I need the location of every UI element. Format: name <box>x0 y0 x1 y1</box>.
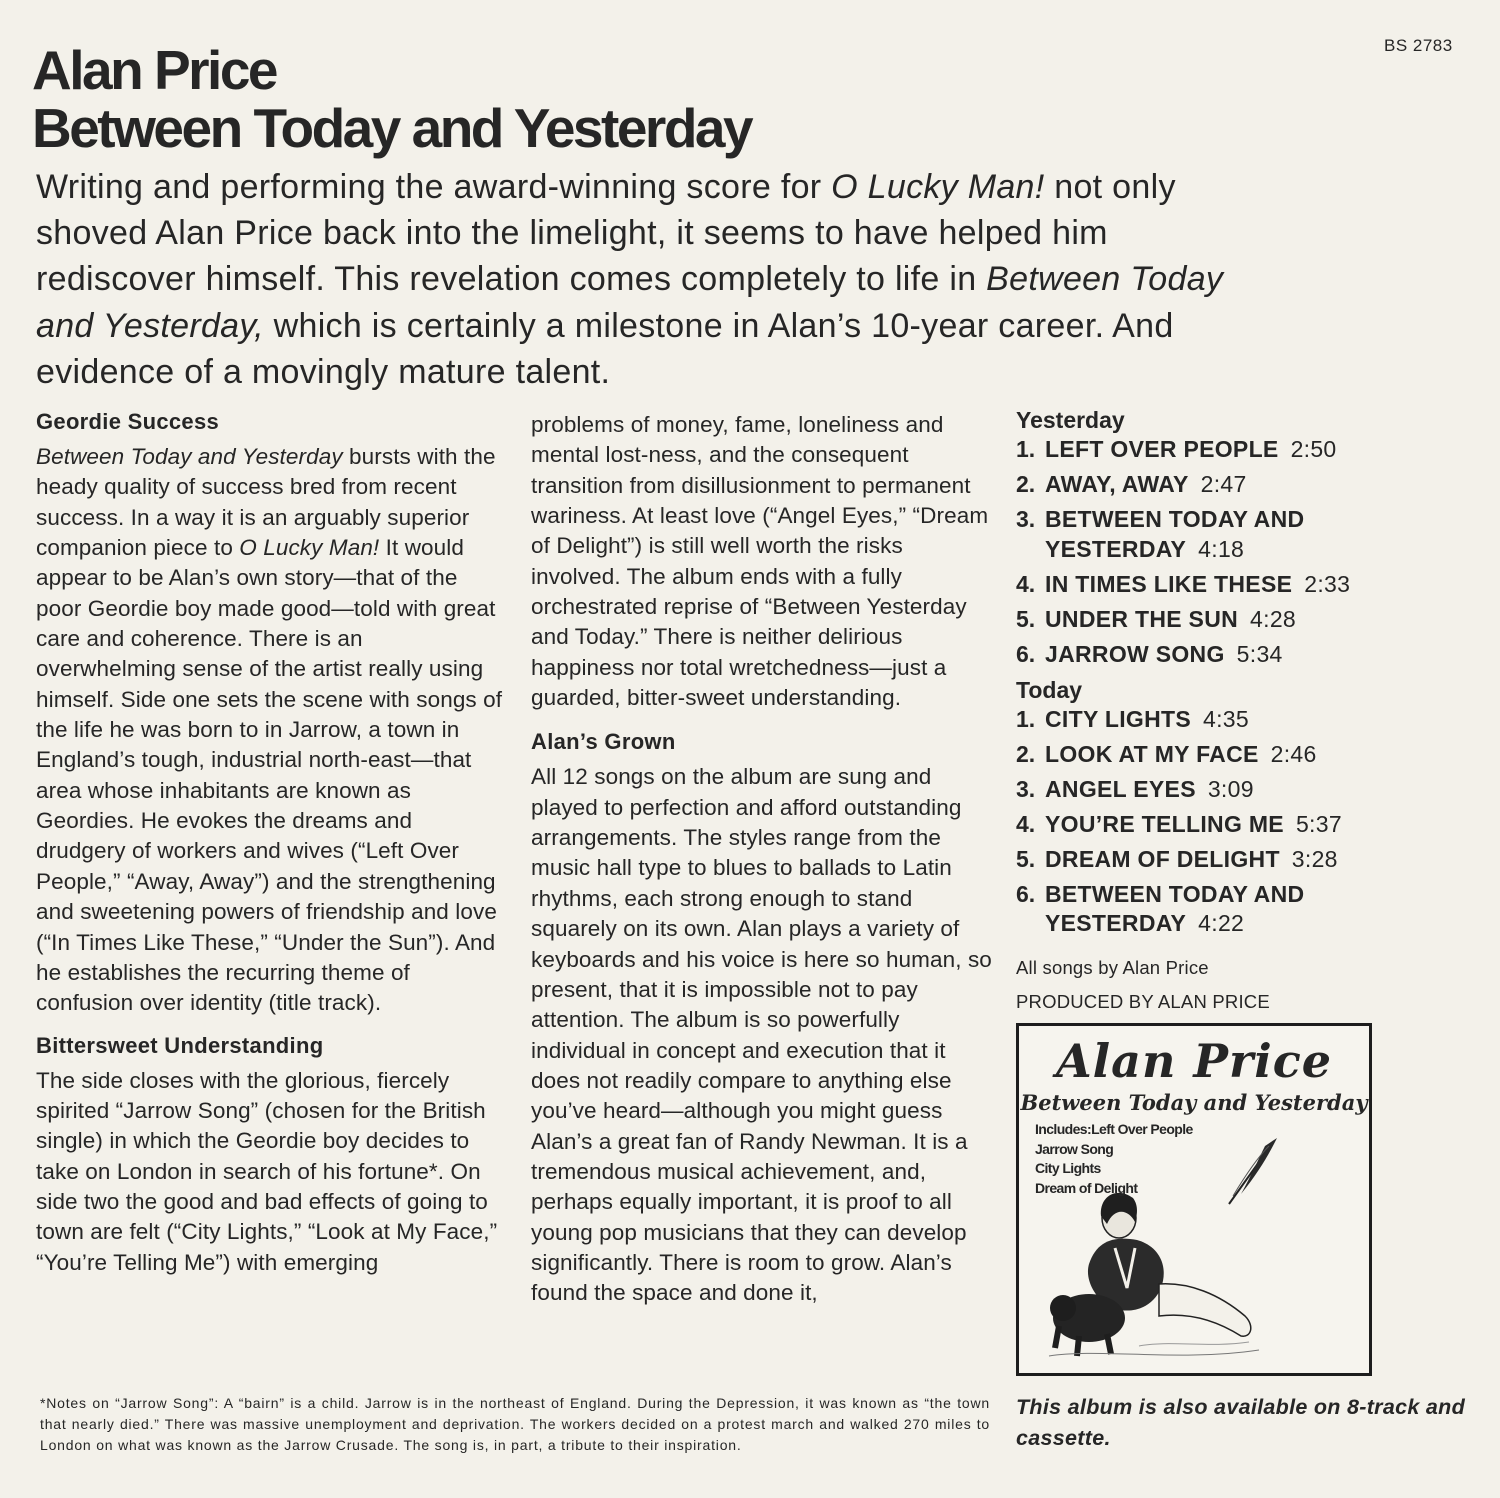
track-item <box>1016 470 1456 500</box>
liner-notes-column-1 <box>36 407 506 1278</box>
album-cover-thumbnail <box>1016 1023 1372 1376</box>
track-title: UNDER THE SUN <box>1045 605 1239 632</box>
track-title: LOOK AT MY FACE <box>1045 740 1259 767</box>
geordie-text-1: bursts with the heady quality of success bred from recent success. In a way it is an arguably superior companion piece to <box>36 444 496 561</box>
track-number: 6. <box>1016 880 1036 907</box>
track-title: LEFT OVER PEOPLE <box>1045 436 1279 462</box>
track-item <box>1016 880 1456 939</box>
track-duration: 2:47 <box>1200 471 1247 497</box>
track-item <box>1016 775 1456 805</box>
track-duration: 4:28 <box>1250 605 1296 632</box>
producer-credit: PRODUCED BY ALAN PRICE <box>1016 991 1270 1012</box>
track-duration: 5:34 <box>1236 640 1283 667</box>
tracklist <box>1016 405 1456 944</box>
track-duration: 2:46 <box>1270 740 1317 767</box>
catalog-number: BS 2783 <box>1384 36 1453 55</box>
lead-text-2: not only shoved Alan Price back into the limelight, it seems to have helped him rediscover himself. This revelation comes completely to life in <box>36 168 1176 299</box>
lead-text-3: which is certainly a milestone in Alan’s 10-year career. And evidence of a movingly mature talent. <box>36 306 1174 391</box>
geordie-paragraph <box>36 442 506 1019</box>
geordie-text-2: It would appear to be Alan’s own story—that of the poor Geordie boy made good—told with great care and coherence. There is an overwhelming sense of the artist really using himself. Side one sets the scene with songs of the life he was born to in Jarrow, a town in England’s tough, industrial north-east—that area whose inhabitants are known as Geordies. He evokes the dreams and drudgery of workers and wives (“Left Over People,” “Away, Away”) and the strengthening and sweetening powers of friendship and love (“In Times Like These,” “Under the Sun”). And he establishes the recurring theme of confusion over identity (title track). <box>36 535 503 1016</box>
track-title: IN TIMES LIKE THESE <box>1045 570 1293 597</box>
track-item <box>1016 740 1456 770</box>
track-item <box>1016 505 1456 564</box>
thumbnail-includes-list <box>1035 1120 1193 1198</box>
track-item <box>1016 705 1456 735</box>
track-duration: 2:50 <box>1290 436 1337 462</box>
grown-paragraph: All 12 songs on the album are sung and played to perfection and afford outstanding arrangements. The styles range from the music hall type to blues to ballads to Latin rhythms, each strong enough to stand squarely on its own. Alan plays a variety of keyboards and his voice is here so human, so present, that it is impossible not to pay attention. The album is so powerfully individual in concept and execution that it does not readily compare to anything else you’ve heard—although you might guess Alan’s a great fan of Randy Newman. It is a tremendous musical achievement, and, perhaps equally important, it is proof to all young pop musicians that they can develop significantly. There is room to grow. Alan’s found the space and done it, <box>531 764 992 1306</box>
footnote: *Notes on “Jarrow Song”: A “bairn” is a child. Jarrow is in the northeast of England. During the Depression, it was known as “the town that nearly died.” There was massive unemployment and deprivation. The workers decided on a protest march and walked 270 miles to London on what was known as the Jarrow Crusade. The song is, in part, a tribute to their inspiration. <box>40 1395 990 1453</box>
track-number: 5. <box>1016 845 1036 872</box>
track-number: 4. <box>1016 570 1036 597</box>
track-number: 1. <box>1016 436 1036 462</box>
geordie-album-title: Between Today and Yesterday <box>36 444 343 469</box>
track-number: 4. <box>1016 810 1036 837</box>
lead-text-1: Writing and performing the award-winning score for <box>36 168 832 206</box>
track-number: 2. <box>1016 471 1036 497</box>
track-title: DREAM OF DELIGHT <box>1045 845 1280 872</box>
thumbnail-song: City Lights <box>1035 1160 1101 1176</box>
track-item <box>1016 605 1456 635</box>
section-heading-geordie: Geordie Success <box>36 409 220 434</box>
thumbnail-song: Jarrow Song <box>1035 1140 1114 1157</box>
thumbnail-song: Dream of Delight <box>1035 1179 1138 1196</box>
thumbnail-song: Left Over People <box>1091 1121 1193 1137</box>
track-title: CITY LIGHTS <box>1045 705 1191 732</box>
continued-paragraph: problems of money, fame, loneliness and mental lost-ness, and the consequent transition from disillusionment to permanent wariness. At least love (“Angel Eyes,” “Dream of Delight”) is still well worth the risks involved. The album ends with a fully orchestrated reprise of “Between Yesterday and Today.” There is neither delirious happiness nor total wretchedness—just a guarded, bitter-sweet understanding. <box>531 412 989 711</box>
lead-album-title: Between Today and Yesterday, <box>36 260 1224 345</box>
track-duration: 5:37 <box>1295 810 1342 837</box>
side-heading-yesterday: Yesterday <box>1016 407 1125 433</box>
section-heading-bittersweet: Bittersweet Understanding <box>36 1032 324 1058</box>
track-duration: 4:22 <box>1198 910 1245 936</box>
thumbnail-artist: Alan Price <box>1055 1034 1332 1088</box>
track-title: AWAY, AWAY <box>1045 471 1189 497</box>
thumbnail-includes-label: Includes: <box>1035 1121 1092 1137</box>
track-duration: 3:28 <box>1291 845 1338 872</box>
lead-paragraph <box>36 164 1276 395</box>
track-item <box>1016 640 1456 670</box>
track-duration: 2:33 <box>1304 570 1351 597</box>
track-item <box>1016 435 1456 465</box>
track-title: YOU’RE TELLING ME <box>1045 810 1284 837</box>
track-title: ANGEL EYES <box>1045 775 1196 802</box>
section-heading-grown: Alan’s Grown <box>531 729 676 755</box>
bittersweet-paragraph: The side closes with the glorious, fiercely spirited “Jarrow Song” (chosen for the British single) in which the Geordie boy decides to take on London in search of his fortune*. On side two the good and bad effects of going to town are felt (“City Lights,” “Look at My Face,” “You’re Telling Me”) with emerging <box>36 1067 498 1275</box>
track-number: 6. <box>1016 640 1036 667</box>
side-heading-today: Today <box>1016 676 1083 703</box>
track-item <box>1016 570 1456 600</box>
track-number: 3. <box>1016 775 1036 802</box>
thumbnail-album: Between Today and Yesterday <box>1020 1090 1368 1115</box>
songwriter-credit: All songs by Alan Price <box>1016 957 1209 978</box>
track-title: BETWEEN TODAY AND YESTERDAY <box>1045 880 1305 936</box>
lead-film-title: O Lucky Man! <box>831 168 1045 206</box>
geordie-film-title: O Lucky Man! <box>239 535 380 561</box>
track-title: BETWEEN TODAY AND YESTERDAY <box>1045 506 1305 562</box>
track-number: 3. <box>1016 506 1036 532</box>
track-number: 2. <box>1016 740 1036 767</box>
format-availability-note: This album is also available on 8-track and cassette. <box>1016 1395 1466 1450</box>
track-duration: 3:09 <box>1207 775 1254 802</box>
track-duration: 4:35 <box>1203 705 1249 732</box>
liner-notes-column-2 <box>531 410 993 1309</box>
track-duration: 4:18 <box>1198 535 1245 562</box>
track-item <box>1016 845 1456 875</box>
track-number: 5. <box>1016 605 1036 632</box>
track-item <box>1016 810 1456 840</box>
track-number: 1. <box>1016 705 1036 732</box>
artist-heading: Alan Price <box>32 39 277 101</box>
track-title: JARROW SONG <box>1045 640 1225 667</box>
album-heading: Between Today and Yesterday <box>32 97 752 159</box>
